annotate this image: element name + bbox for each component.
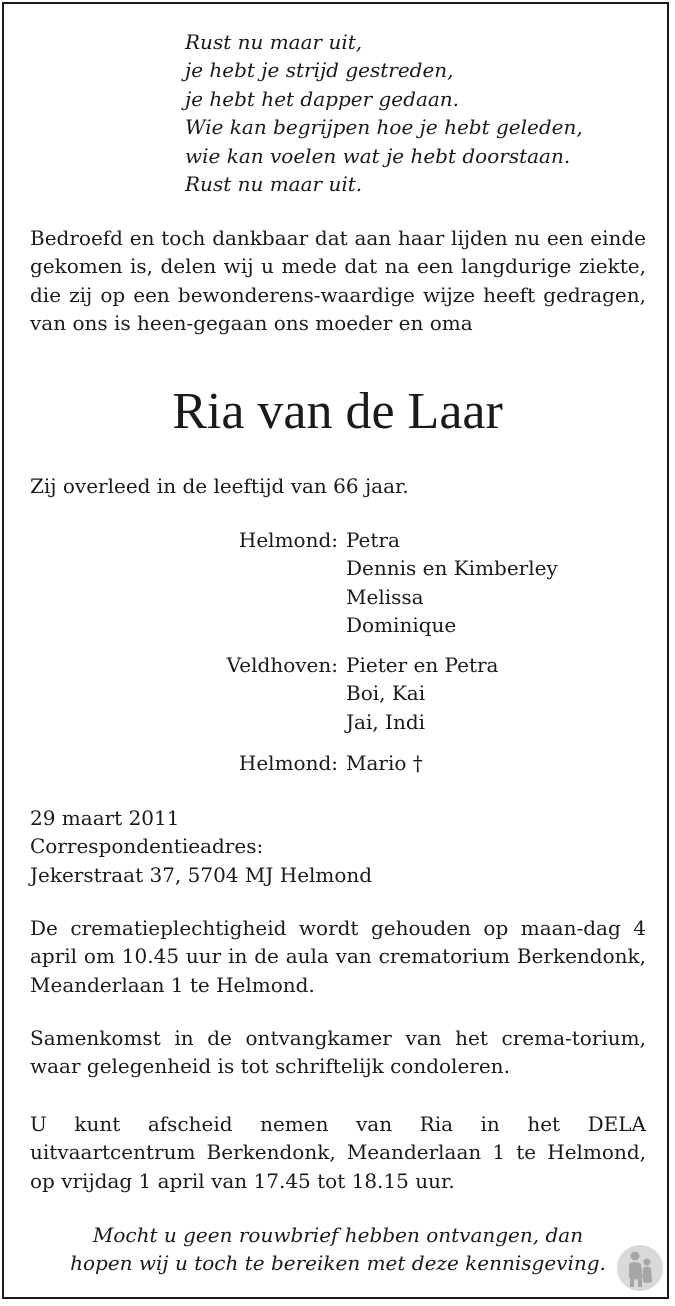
closing-note: [30, 1221, 646, 1278]
poem-line: Rust nu maar uit.: [185, 171, 363, 196]
family-members: [346, 749, 423, 777]
family-place: Helmond:: [238, 528, 338, 552]
family-member: Boi, Kai: [346, 681, 426, 706]
family-members: [346, 651, 498, 736]
family-member: Petra: [346, 528, 400, 552]
poem-line: wie kan voelen wat je hebt doorstaan.: [185, 143, 571, 168]
poem-line: Rust nu maar uit,: [185, 30, 363, 54]
closing-line: hopen wij u toch te bereiken met deze kennisgeving.: [70, 1251, 606, 1276]
gathering-paragraph: Samenkomst in de ontvangkamer van het crema-torium, waar gelegenheid is tot schriftelijk condoleren.: [30, 1026, 646, 1079]
poem-line: je hebt je strijd gestreden,: [185, 58, 454, 83]
family-member: Jai, Indi: [346, 709, 426, 734]
age-line: Zij overleed in de leeftijd van 66 jaar.: [30, 474, 409, 498]
notice-date: 29 maart 2011: [30, 806, 180, 830]
family-member: Melissa: [346, 584, 424, 609]
family-member: Dennis en Kimberley: [346, 556, 558, 581]
family-member: Pieter en Petra: [346, 653, 499, 677]
poem-line: Wie kan begrijpen hoe je hebt geleden,: [185, 115, 583, 140]
correspondence-label: Correspondentieadres:: [30, 834, 264, 859]
family-place: Veldhoven:: [226, 653, 338, 677]
correspondence-address: Jekerstraat 37, 5704 MJ Helmond: [30, 862, 373, 887]
closing-line: Mocht u geen rouwbrief hebben ontvangen, dan: [92, 1223, 584, 1247]
ceremony-paragraph: De crematieplechtigheid wordt gehouden op maan-dag 4 april om 10.45 uur in de aula van crematorium Berkendonk, Meanderlaan 1 te Helmond.: [30, 916, 646, 997]
family-member: Dominique: [346, 613, 457, 638]
memorial-figure-icon: [616, 1244, 664, 1292]
address-block: [30, 804, 646, 889]
poem: [185, 28, 583, 198]
farewell-paragraph: U kunt afscheid nemen van Ria in het DELA uitvaartcentrum Berkendonk, Meanderlaan 1 te Helmond, op vrijdag 1 april van 17.45 tot 18.15 uur.: [30, 1112, 646, 1193]
family-members: [346, 526, 558, 640]
intro-paragraph: Bedroefd en toch dankbaar dat aan haar lijden nu een einde gekomen is, delen wij u mede dat na een langdurige ziekte, die zij op een bewonderens-waardige wijze heeft gedragen, van ons is heen-gegaan ons moeder en oma: [30, 226, 646, 336]
poem-line: je hebt het dapper gedaan.: [185, 86, 460, 111]
deceased-name: Ria van de Laar: [172, 383, 503, 440]
family-member: Mario †: [346, 751, 423, 775]
family-place: Helmond:: [238, 751, 338, 775]
